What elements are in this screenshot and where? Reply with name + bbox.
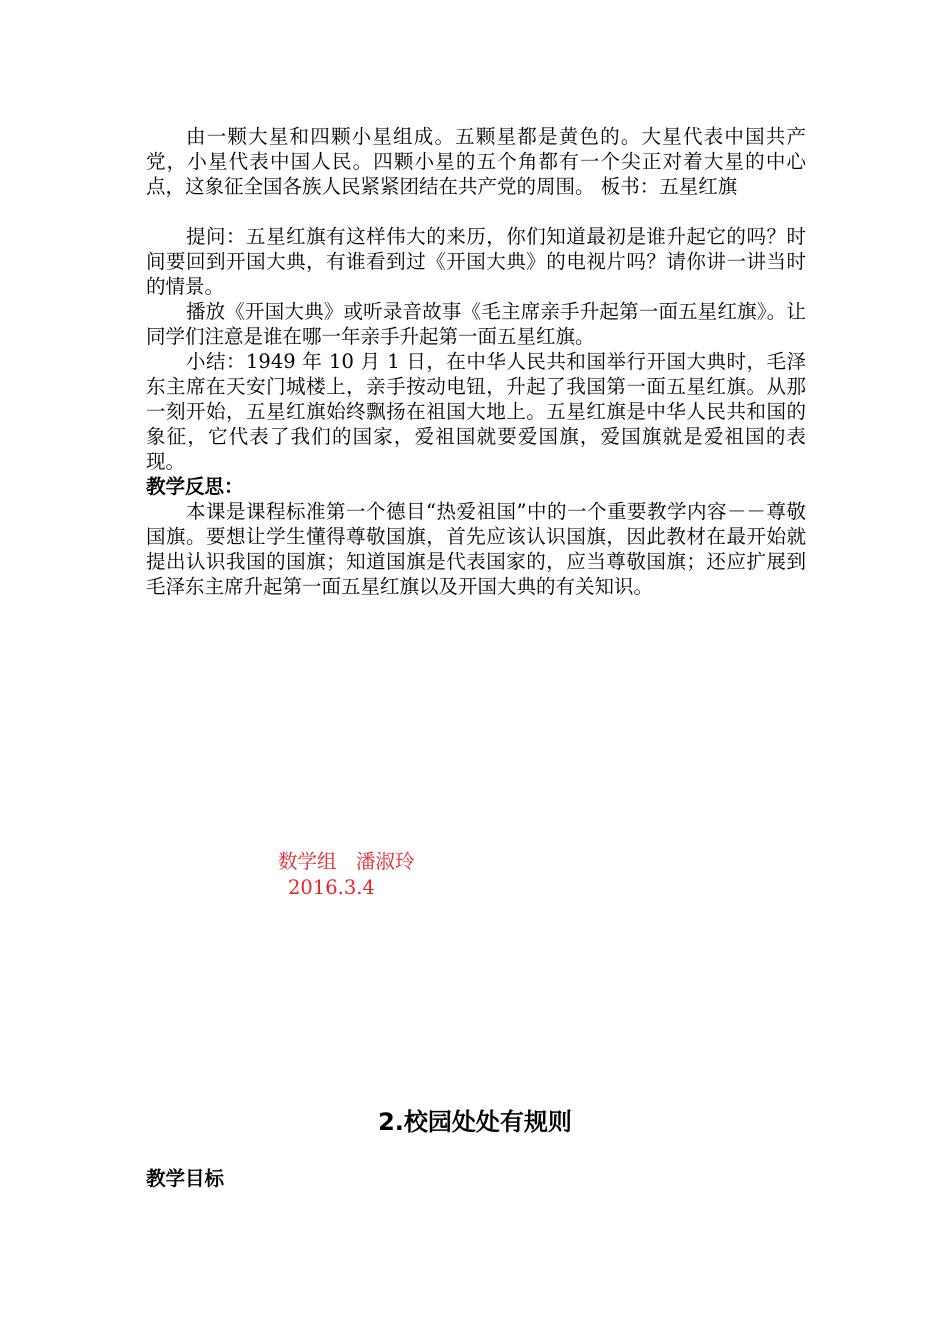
- paragraph-flag-description: 由一颗大星和四颗小星组成。五颗星都是黄色的。大星代表中国共产党，小星代表中国人民。四颗小星的五个角都有一个尖正对着大星的中心点，这象征全国各族人民紧紧团结在共产党的周围。 板书：五星红旗: [146, 125, 806, 198]
- signature-author: 数学组 潘淑玲: [278, 850, 415, 873]
- paragraph-question: 提问：五星红旗有这样伟大的来历，你们知道最初是谁升起它的吗？时间要回到开国大典，有谁看到过《开国大典》的电视片吗？请你讲一讲当时的情景。: [146, 225, 806, 298]
- signature-date: 2016.3.4: [288, 876, 375, 899]
- objectives-heading: 教学目标: [146, 1167, 225, 1190]
- paragraph-play-story: 播放《开国大典》或听录音故事《毛主席亲手升起第一面五星红旗》。让同学们注意是谁在哪一年亲手升起第一面五星红旗。: [146, 300, 806, 348]
- reflection-heading: 教学反思：: [146, 475, 244, 498]
- section-title: 2.校园处处有规则: [378, 1108, 572, 1136]
- paragraph-summary: 小结：1949 年 10 月 1 日，在中华人民共和国举行开国大典时，毛泽东主席在天安门城楼上，亲手按动电钮，升起了我国第一面五星红旗。从那一刻开始，五星红旗始终飘扬在祖国大地上。五星红旗是中华人民共和国的象征，它代表了我们的国家，爱祖国就要爱国旗，爱国旗就是爱祖国的表现。: [146, 350, 806, 473]
- paragraph-reflection: 本课是课程标准第一个德目“热爱祖国”中的一个重要教学内容－－尊敬国旗。要想让学生懂得尊敬国旗，首先应该认识国旗，因此教材在最开始就提出认识我国的国旗；知道国旗是代表国家的，应当尊敬国旗；还应扩展到毛泽东主席升起第一面五星红旗以及开国大典的有关知识。: [146, 500, 806, 598]
